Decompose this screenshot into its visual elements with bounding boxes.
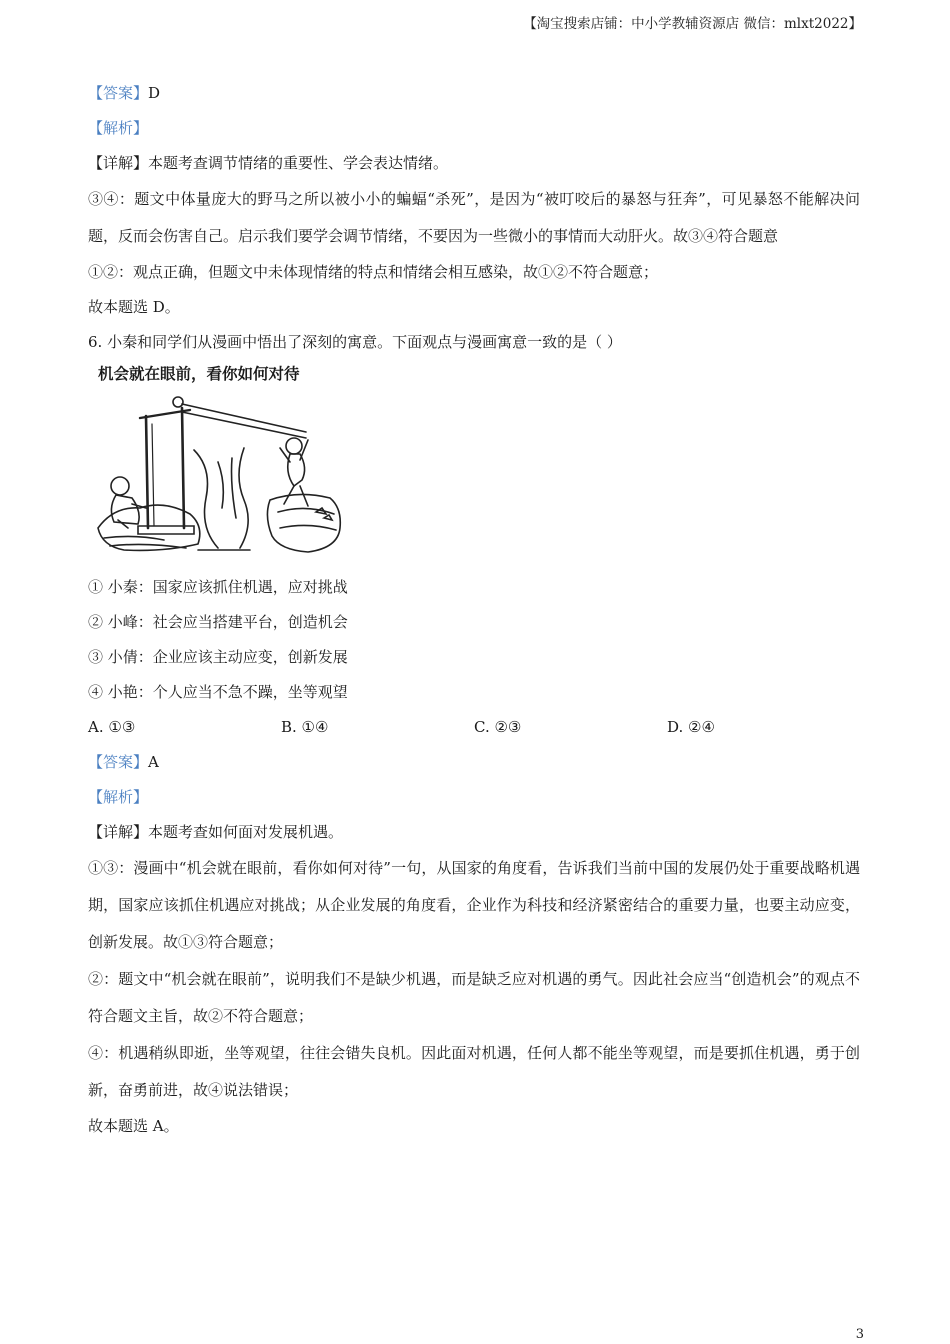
option-a[interactable]: A. ①③ (88, 718, 136, 736)
q6-paragraph-2: ②：题文中“机会就在眼前”，说明我们不是缺少机遇，而是缺乏应对机遇的勇气。因此社会应当“创造机会”的观点不符合题文主旨，故②不符合题意； (88, 970, 860, 1025)
page-header: 【淘宝搜索店铺：中小学教辅资源店 微信：mlxt2022】 (523, 16, 862, 32)
answer-tag: 【答案】 (88, 84, 149, 102)
q6-item-2: ② 小峰：社会应当搭建平台，创造机会 (88, 613, 348, 631)
q5-detail-line (88, 146, 860, 181)
analysis-tag: 【解析】 (88, 788, 149, 806)
option-b[interactable]: B. ①④ (281, 718, 329, 736)
document-body (88, 76, 860, 1144)
q6-options (88, 710, 860, 745)
q5-paragraph-1: ③④：题文中体量庞大的野马之所以被小小的蝙蝠“杀死”，是因为“被叮咬后的暴怒与狂奔”，可见暴怒不能解决问题，反而会伤害自己。启示我们要学会调节情绪，不要因为一些微小的事情而大动肝火。故③④符合题意 (88, 190, 860, 245)
cartoon-title: 机会就在眼前，看你如何对待 (98, 365, 300, 383)
q5-analysis-line (88, 111, 860, 146)
page-number: 3 (855, 1327, 864, 1342)
q6-paragraph-3: ④：机遇稍纵即逝，坐等观望，往往会错失良机。因此面对机遇，任何人都不能坐等观望，而是要抓住机遇，勇于创新，奋勇前进，故④说法错误； (88, 1044, 860, 1099)
q5-conclusion: 故本题选 D。 (88, 298, 180, 316)
q6-conclusion: 故本题选 A。 (88, 1117, 179, 1135)
q6-paragraph-1: ①③：漫画中“机会就在眼前，看你如何对待”一句，从国家的角度看，告诉我们当前中国的发展仍处于重要战略机遇期，国家应该抓住机遇应对挑战；从企业发展的角度看，企业作为科技和经济紧密结合的重要力量，也要主动应变，创新发展。故①③符合题意； (88, 859, 860, 951)
answer-value: A (148, 753, 159, 771)
option-d[interactable]: D. ②④ (667, 718, 715, 736)
q6-answer-line (88, 745, 860, 780)
q6-detail-line (88, 815, 860, 850)
cartoon-illustration (94, 388, 344, 556)
q5-answer-line (88, 76, 860, 111)
analysis-tag: 【解析】 (88, 119, 149, 137)
answer-tag: 【答案】 (88, 753, 149, 771)
q6-cartoon (88, 362, 860, 566)
detail-text: 本题考查如何面对发展机遇。 (148, 823, 344, 841)
option-c[interactable]: C. ②③ (474, 718, 522, 736)
q6-item-3: ③ 小倩：企业应该主动应变，创新发展 (88, 648, 348, 666)
q5-paragraph-2: ①②：观点正确，但题文中未体现情绪的特点和情绪会相互感染，故①②不符合题意； (88, 263, 659, 281)
detail-text: 本题考查调节情绪的重要性、学会表达情绪。 (148, 154, 449, 172)
q6-item-4: ④ 小艳：个人应当不急不躁，坐等观望 (88, 683, 348, 701)
answer-value: D (148, 84, 161, 102)
q6-analysis-line (88, 780, 860, 815)
detail-tag: 【详解】 (88, 154, 149, 172)
q6-item-1: ① 小秦：国家应该抓住机遇，应对挑战 (88, 578, 348, 596)
detail-tag: 【详解】 (88, 823, 149, 841)
q6-stem: 6. 小秦和同学们从漫画中悟出了深刻的寓意。下面观点与漫画寓意一致的是（ ） (88, 333, 622, 351)
